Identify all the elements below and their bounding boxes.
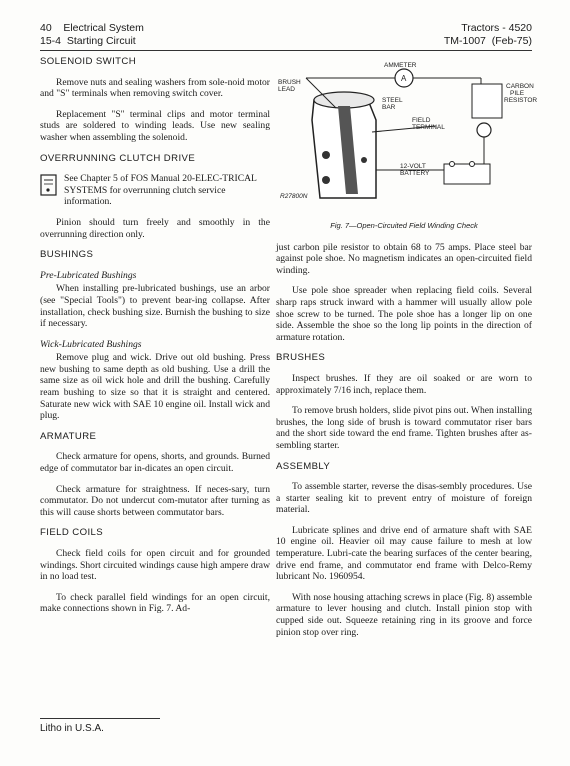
armature-paragraph-1: Check armature for opens, shorts, and grounds. Burned edge of commutator bar in-dicates an open circuit.: [40, 451, 270, 475]
svg-text:R27800N: R27800N: [280, 193, 308, 200]
svg-text:TERMINAL: TERMINAL: [412, 124, 445, 131]
page-section: 40 Electrical System: [40, 22, 144, 34]
field-coils-heading: FIELD COILS: [40, 527, 104, 539]
footer-litho: Litho in U.S.A.: [40, 718, 160, 734]
armature-paragraph-2: Check armature for straightness. If neces-sary, turn commutator. Do not undercut com-mutator after turning as this will cause shorts between commutator bars.: [40, 483, 270, 518]
field-paragraph-2: To check parallel field windings for an open circuit, make connections shown in Fig. 7. Ad-: [40, 591, 270, 615]
header-right: [444, 22, 532, 48]
brushes-paragraph-2: To remove brush holders, slide pivot pins out. When installing brushes, the long side of brush is toward commutator riser bars and the short side toward the end frame. Tighten brushes after as-sembling starter.: [276, 405, 532, 451]
assembly-paragraph-3: With nose housing attaching screws in place (Fig. 8) assemble armature to lever housing and clutch. Install pinion stop with cupped side out. Squeeze retaining ring in its groove and force pinion stop over ring.: [276, 591, 532, 638]
brushes-paragraph-1: Inspect brushes. If they are oil soaked or are worn to approximately 7/16 inch, replace them.: [276, 372, 532, 396]
clutch-paragraph: Pinion should turn freely and smoothly in the overrunning direction only.: [40, 216, 270, 240]
wick-subheading: Wick-Lubricated Bushings: [40, 338, 142, 350]
fos-reference: [40, 173, 270, 208]
svg-text:BRUSH: BRUSH: [278, 79, 301, 86]
armature-heading: ARMATURE: [40, 430, 97, 442]
manual-id: TM-1007 (Feb-75): [443, 35, 532, 47]
svg-text:A: A: [401, 74, 407, 83]
book-reference-icon: [40, 173, 58, 197]
assembly-paragraph-2: Lubricate splines and drive end of armature shaft with SAE 10 engine oil. Heavier oil may cause failure to mesh at low temperature. Lubri-cate the bearing surfaces of the center bearing, drive end frame, and commutator end frame with Delco-Remy lubricant No. 1960954.: [276, 524, 532, 583]
manual-title: Tractors - 4520: [461, 22, 532, 34]
pole-screw-2: [322, 176, 330, 184]
pile-knob: [477, 123, 491, 137]
solenoid-paragraph-2: Replacement "S" terminal clips and motor terminal studs are soldered to winding leads. Use new sealing washer when assembling the solenoid.: [40, 108, 270, 143]
svg-text:PILE: PILE: [510, 90, 525, 97]
svg-text:FIELD: FIELD: [412, 117, 431, 124]
svg-text:12-VOLT: 12-VOLT: [400, 163, 426, 170]
prelube-paragraph: When installing pre-lubricated bushings, use an arbor (see "Special Tools") to prevent bear-ing collapse. After installation, check bushing size. Burnish the bushing to size if necessary.: [40, 283, 270, 330]
field-winding-diagram: [276, 60, 538, 218]
carbon-pile: [472, 84, 502, 118]
header-left: [40, 22, 144, 48]
clutch-heading: OVERRUNNING CLUTCH DRIVE: [40, 152, 196, 164]
wick-paragraph: Remove plug and wick. Drive out old bushing. Press new bushing to same depth as old bushing. Use a drill the same size as oil wick hole and drill the bushing. Carefully ream bushing to size so that it is straight and centered. Saturate new wick with SAE 10 engine oil. Install wick and plug.: [40, 352, 270, 422]
pole-screw-1: [322, 151, 330, 159]
svg-text:LEAD: LEAD: [278, 86, 295, 93]
right-paragraph-2: Use pole shoe spreader when replacing field coils. Several sharp raps struck inward with a hammer will usually allow pole shoe screw to be turned. The pole shoe has a longer lip on one side. Assemble the shoe so the long lip points in the direction of armature rotation.: [276, 285, 532, 343]
fos-reference-text: See Chapter 5 of FOS Manual 20-ELEC-TRICAL SYSTEMS for overrunning clutch service information.: [64, 173, 257, 208]
assembly-paragraph-1: To assemble starter, reverse the disas-sembly procedures. Use a starter sealing kit to prevent entry of moisture of foreign material.: [276, 481, 532, 516]
prelube-subheading: Pre-Lubricated Bushings: [40, 269, 137, 281]
header-rule: [40, 50, 532, 51]
svg-text:CARBON: CARBON: [506, 83, 534, 90]
right-column: [276, 60, 538, 647]
right-paragraph-1: just carbon pile resistor to obtain 68 to 75 amps. Place steel bar against pole shoe. No magnetism indicates an open-circuited field winding.: [276, 241, 532, 276]
svg-text:STEEL: STEEL: [382, 97, 403, 104]
svg-text:RESISTOR: RESISTOR: [504, 97, 538, 104]
brushes-heading: BRUSHES: [276, 352, 326, 364]
solenoid-paragraph-1: Remove nuts and sealing washers from sole-noid motor and "S" terminals when removing switch cover.: [40, 76, 270, 100]
assembly-heading: ASSEMBLY: [276, 460, 331, 472]
svg-text:BATTERY: BATTERY: [400, 170, 430, 177]
solenoid-heading: SOLENOID SWITCH: [40, 56, 137, 67]
field-paragraph-1: Check field coils for open circuit and for grounded windings. Short circuited windings cause high ampere draw in no load test.: [40, 548, 270, 583]
figure-7: [276, 60, 538, 218]
svg-text:AMMETER: AMMETER: [384, 62, 417, 69]
svg-text:BAR: BAR: [382, 104, 396, 111]
bushings-heading: BUSHINGS: [40, 249, 94, 261]
page-subsection: 15-4 Starting Circuit: [40, 35, 136, 47]
battery: [444, 164, 490, 184]
pole-screw-3: [361, 157, 367, 163]
left-column: [40, 56, 270, 624]
figure-caption: Fig. 7—Open-Circuited Field Winding Check: [330, 221, 478, 230]
